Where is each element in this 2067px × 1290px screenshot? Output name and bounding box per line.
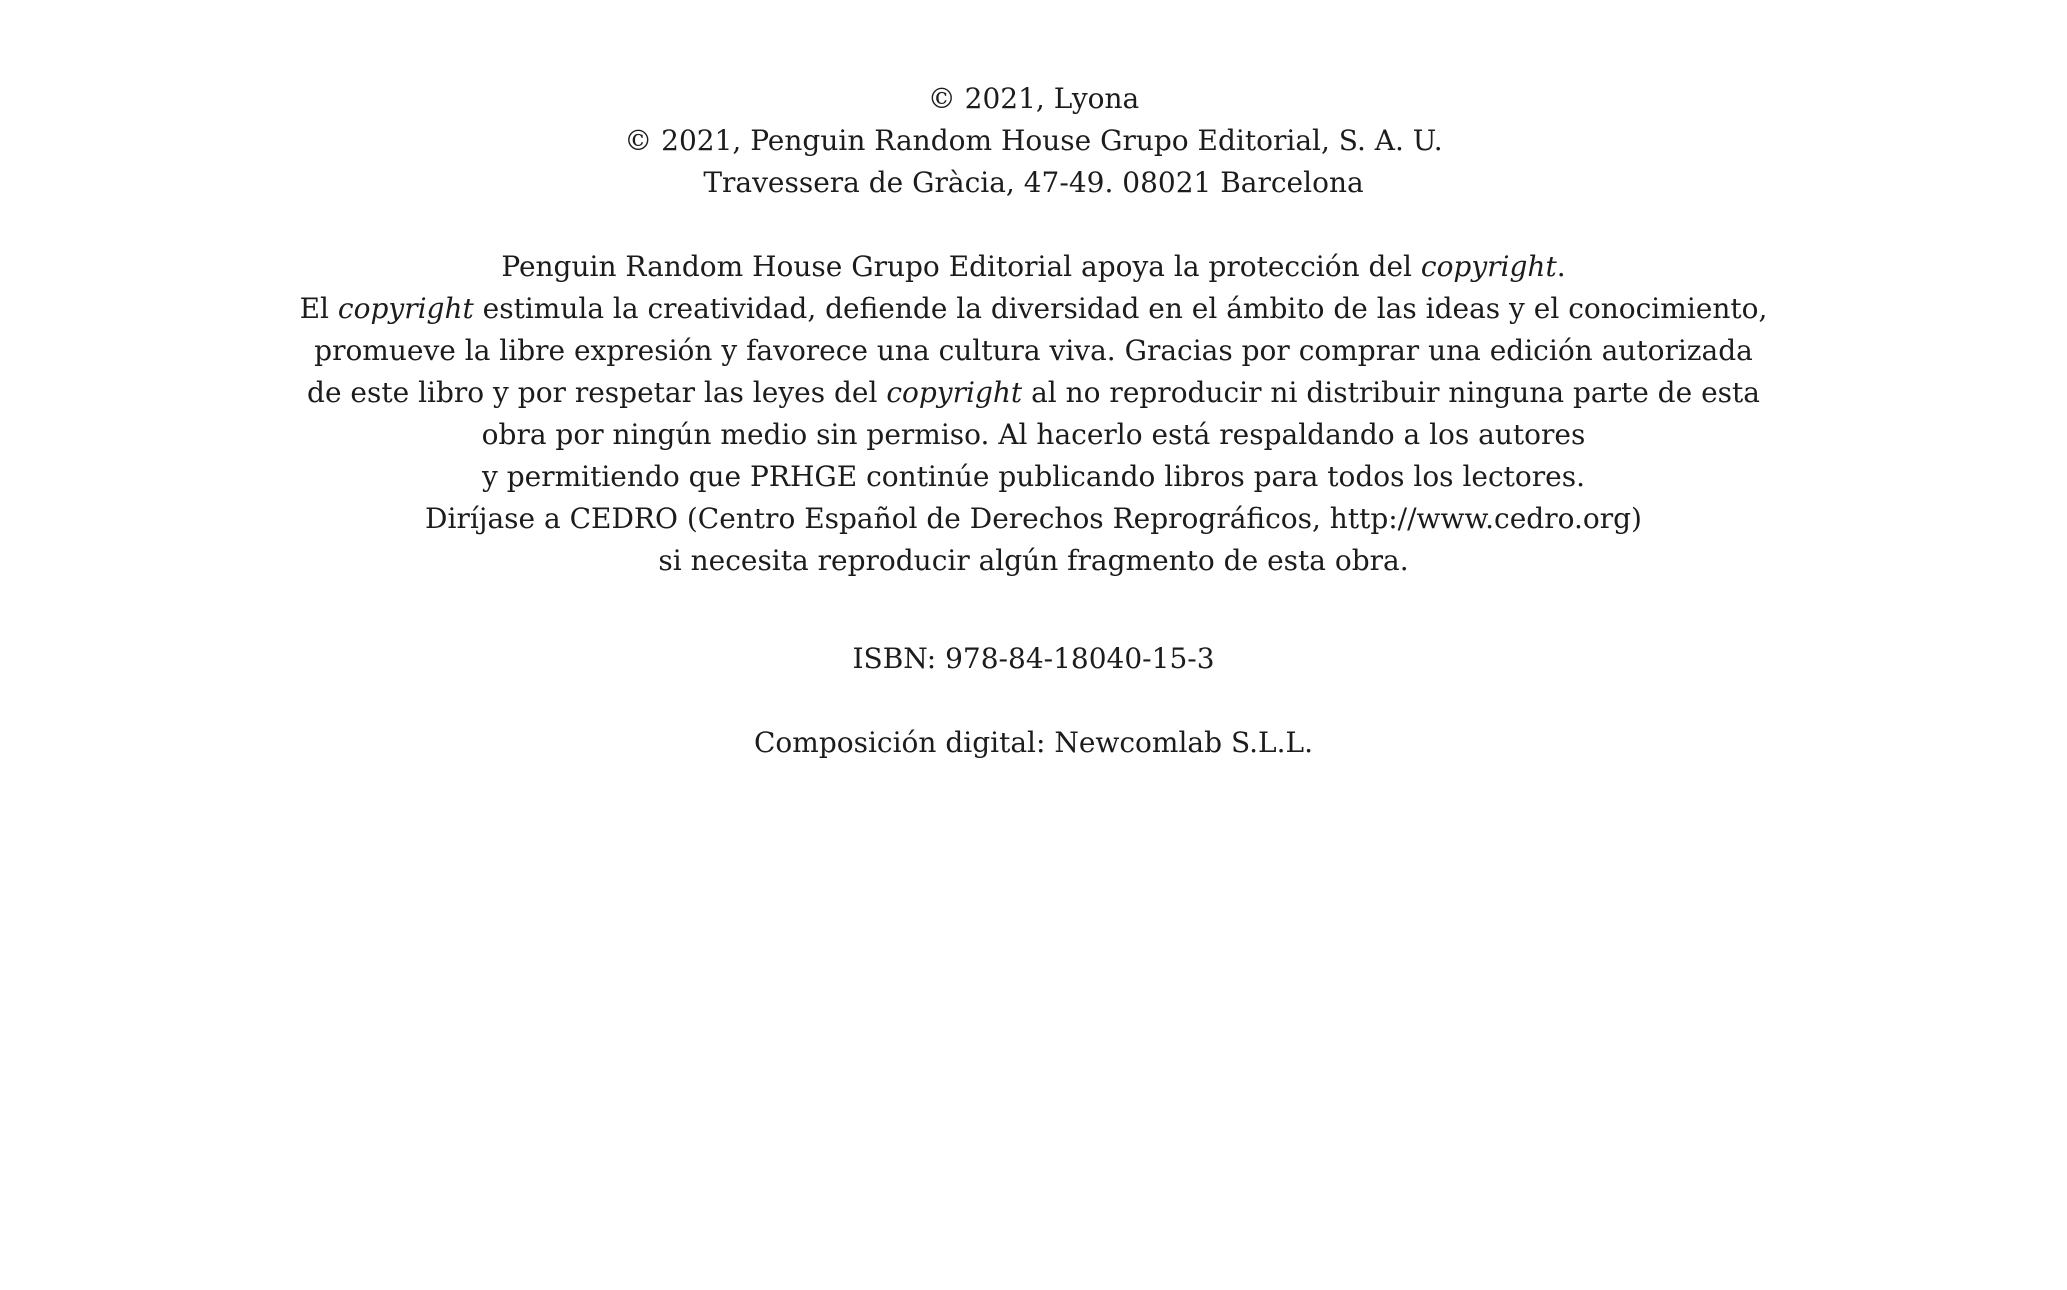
- publisher-copyright-line: © 2021, Penguin Random House Grupo Editorial, S. A. U.: [624, 124, 1443, 157]
- copyright-term: copyright: [886, 376, 1023, 409]
- author-copyright-line: © 2021, Lyona: [927, 82, 1140, 115]
- notice-line-2: [0, 288, 2067, 330]
- notice-line-1-text: Penguin Random House Grupo Editorial apoya la protección del: [501, 250, 1421, 283]
- copyright-term: copyright: [1420, 250, 1557, 283]
- composition-block: [0, 722, 2067, 764]
- copyright-notice: [0, 246, 2067, 582]
- notice-line-1-end: .: [1556, 250, 1566, 283]
- publisher-address-line: Travessera de Gràcia, 47-49. 08021 Barcelona: [703, 166, 1364, 199]
- isbn-block: [0, 638, 2067, 680]
- copyright-block: [0, 78, 2067, 204]
- notice-line-7: Diríjase a CEDRO (Centro Español de Derechos Reprográficos, http://www.cedro.org): [425, 502, 1642, 535]
- copyright-term: copyright: [337, 292, 474, 325]
- notice-line-4: [0, 372, 2067, 414]
- digital-composition-line: Composición digital: Newcomlab S.L.L.: [753, 726, 1314, 759]
- notice-line-3: promueve la libre expresión y favorece una cultura viva. Gracias por comprar una edición autorizada: [314, 334, 1753, 367]
- notice-line-4-end: al no reproducir ni distribuir ninguna parte de esta: [1022, 376, 1760, 409]
- notice-line-2-text: estimula la creatividad, defiende la diversidad en el ámbito de las ideas y el conocimiento,: [473, 292, 1768, 325]
- isbn-line: ISBN: 978-84-18040-15-3: [852, 642, 1215, 675]
- notice-line-5: obra por ningún medio sin permiso. Al hacerlo está respaldando a los autores: [481, 418, 1586, 451]
- notice-line-8: si necesita reproducir algún fragmento de esta obra.: [658, 544, 1409, 577]
- notice-line-1: [0, 246, 2067, 288]
- notice-line-4-text: de este libro y por respetar las leyes del: [307, 376, 887, 409]
- notice-line-2-start: El: [299, 292, 338, 325]
- notice-line-6: y permitiendo que PRHGE continúe publicando libros para todos los lectores.: [482, 460, 1585, 493]
